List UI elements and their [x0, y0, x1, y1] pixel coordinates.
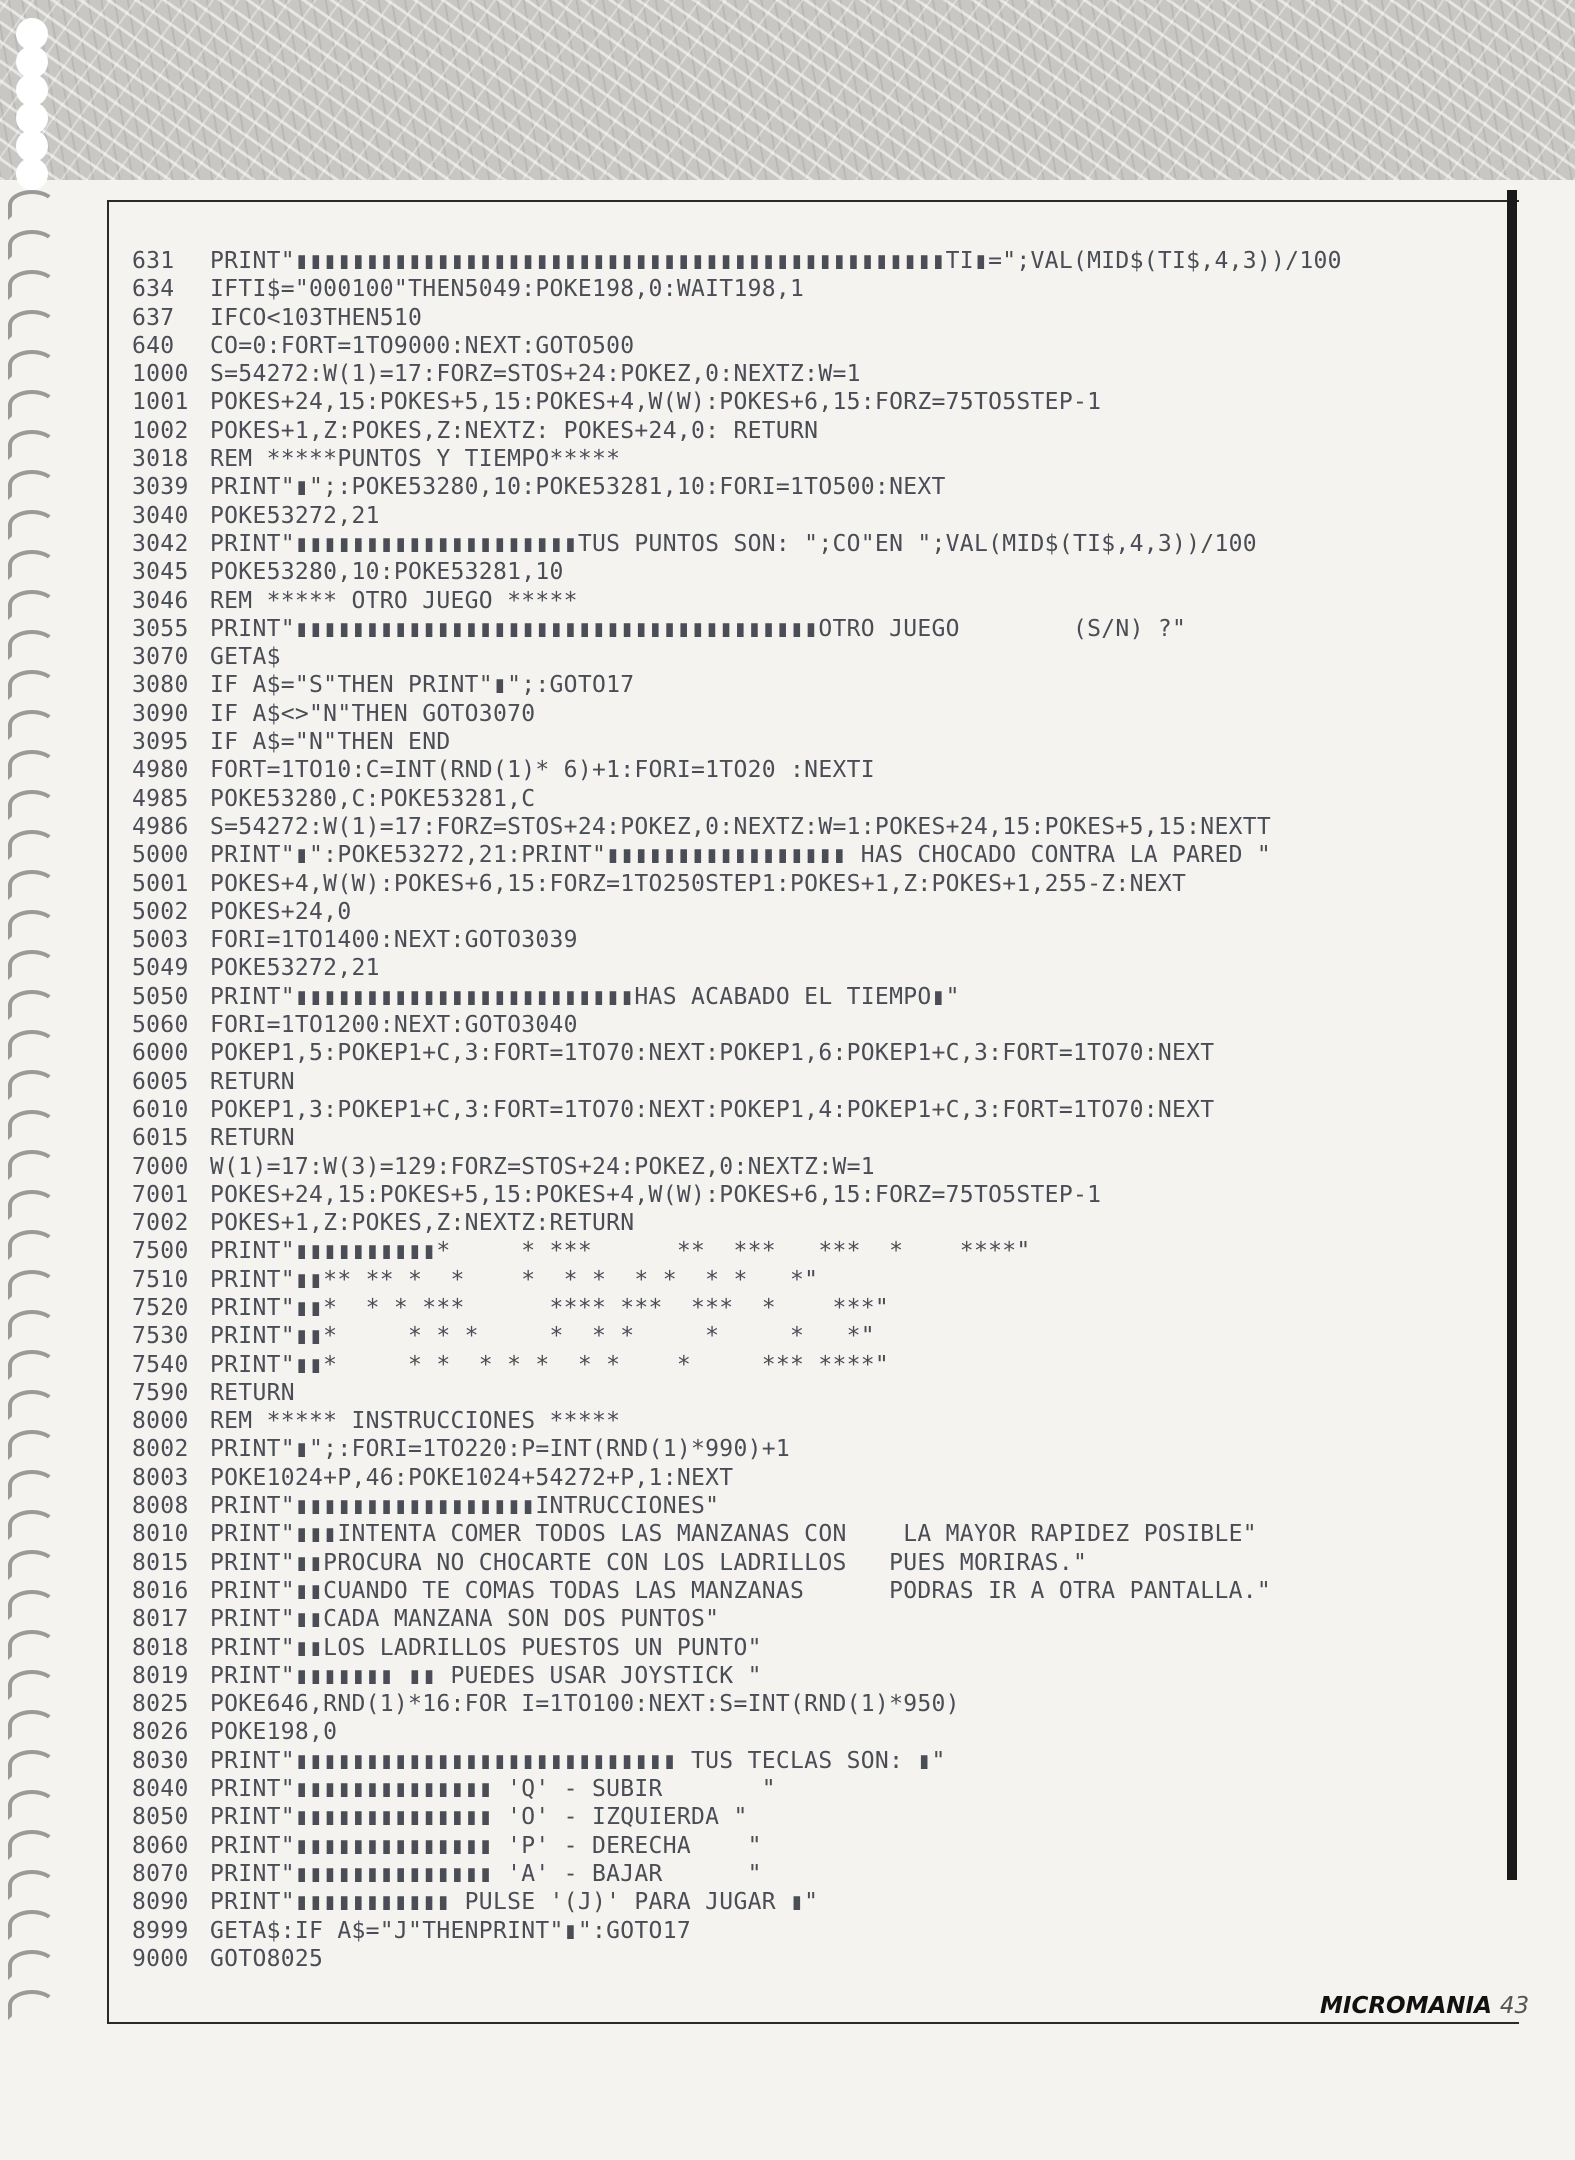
- spiral-ring: [8, 670, 56, 700]
- code-line: [132, 558, 1502, 586]
- line-number: 5003: [132, 927, 189, 954]
- line-number: 3040: [132, 502, 189, 529]
- code-line: [132, 360, 1502, 388]
- spiral-ring: [8, 1910, 56, 1940]
- line-code: PRINT"▮▮CUANDO TE COMAS TODAS LAS MANZANAS PODRAS IR A OTRA PANTALLA.": [210, 1577, 1272, 1604]
- magazine-brand: MICROMANIA: [1320, 1993, 1492, 2019]
- line-number: 3055: [132, 615, 189, 642]
- line-number: 3095: [132, 729, 189, 756]
- line-number: 3080: [132, 672, 189, 699]
- code-line: [132, 1577, 1502, 1605]
- code-line: [132, 1124, 1502, 1152]
- line-number: 6005: [132, 1068, 189, 1095]
- line-code: RETURN: [210, 1068, 295, 1095]
- line-code: PRINT"▮▮▮▮▮▮▮▮▮▮▮▮▮▮ 'O' - IZQUIERDA ": [210, 1804, 748, 1831]
- code-line: [132, 1266, 1502, 1294]
- line-code: PRINT"▮▮▮INTENTA COMER TODOS LAS MANZANAS CON LA MAYOR RAPIDEZ POSIBLE": [210, 1521, 1257, 1548]
- code-line: [132, 502, 1502, 530]
- line-code: PRINT"▮":POKE53272,21:PRINT"▮▮▮▮▮▮▮▮▮▮▮▮▮▮▮▮▮ HAS CHOCADO CONTRA LA PARED ": [210, 842, 1272, 869]
- line-number: 8015: [132, 1549, 189, 1576]
- line-code: GETA$:IF A$="J"THENPRINT"▮":GOTO17: [210, 1917, 692, 1944]
- line-number: 3070: [132, 644, 189, 671]
- code-line: [132, 1832, 1502, 1860]
- spiral-ring: [8, 1230, 56, 1260]
- line-code: PRINT"▮▮▮▮▮▮▮▮▮▮▮▮▮▮▮▮▮▮▮▮▮▮▮▮▮▮▮▮▮▮▮▮▮▮▮▮▮OTRO JUEGO (S/N) ?": [210, 615, 1187, 642]
- line-number: 8019: [132, 1662, 189, 1689]
- code-line: [132, 756, 1502, 784]
- line-number: 8010: [132, 1521, 189, 1548]
- code-line: [132, 275, 1502, 303]
- line-number: 1000: [132, 361, 189, 388]
- line-number: 7002: [132, 1210, 189, 1237]
- code-line: [132, 898, 1502, 926]
- code-line: [132, 530, 1502, 558]
- spiral-ring: [8, 1110, 56, 1140]
- line-code: RETURN: [210, 1125, 295, 1152]
- line-code: REM ***** OTRO JUEGO *****: [210, 587, 578, 614]
- line-code: PRINT"▮";:FORI=1TO220:P=INT(RND(1)*990)+1: [210, 1436, 791, 1463]
- code-line: [132, 1492, 1502, 1520]
- code-line: [132, 1803, 1502, 1831]
- line-number: 5002: [132, 898, 189, 925]
- line-number: 5049: [132, 955, 189, 982]
- spiral-ring: [8, 1310, 56, 1340]
- code-line: [132, 954, 1502, 982]
- line-number: 8003: [132, 1464, 189, 1491]
- code-line: [132, 1068, 1502, 1096]
- line-number: 5050: [132, 983, 189, 1010]
- line-code: POKEP1,5:POKEP1+C,3:FORT=1TO70:NEXT:POKEP1,6:POKEP1+C,3:FORT=1TO70:NEXT: [210, 1040, 1215, 1067]
- line-code: FORT=1TO10:C=INT(RND(1)* 6)+1:FORI=1TO20 :NEXTI: [210, 757, 875, 784]
- code-line: [132, 1407, 1502, 1435]
- line-code: PRINT"▮▮▮▮▮▮▮ ▮▮ PUEDES USAR JOYSTICK ": [210, 1662, 762, 1689]
- line-number: 6000: [132, 1040, 189, 1067]
- line-number: 7540: [132, 1351, 189, 1378]
- line-code: POKE53272,21: [210, 955, 380, 982]
- code-line: [132, 1888, 1502, 1916]
- code-line: [132, 1237, 1502, 1265]
- line-code: GOTO8025: [210, 1945, 324, 1972]
- line-code: POKE53280,C:POKE53281,C: [210, 785, 536, 812]
- line-number: 6015: [132, 1125, 189, 1152]
- spiral-ring: [8, 1550, 56, 1580]
- code-line: [132, 1520, 1502, 1548]
- line-code: POKES+24,0: [210, 898, 352, 925]
- code-line: [132, 1747, 1502, 1775]
- page-footer: [1320, 1993, 1529, 2019]
- line-code: PRINT"▮▮** ** * * * * * * * * * *": [210, 1266, 819, 1293]
- line-code: POKES+24,15:POKES+5,15:POKES+4,W(W):POKES+6,15:FORZ=75TO5STEP-1: [210, 389, 1102, 416]
- spiral-ring: [8, 910, 56, 940]
- spiral-ring: [8, 1510, 56, 1540]
- spiral-ring: [8, 630, 56, 660]
- line-code: POKEP1,3:POKEP1+C,3:FORT=1TO70:NEXT:POKEP1,4:POKEP1+C,3:FORT=1TO70:NEXT: [210, 1096, 1215, 1123]
- code-line: [132, 700, 1502, 728]
- code-line: [132, 473, 1502, 501]
- line-code: PRINT"▮▮▮▮▮▮▮▮▮▮▮▮▮▮▮▮▮▮▮▮▮▮▮▮▮▮▮ TUS TECLAS SON: ▮": [210, 1747, 946, 1774]
- code-line: [132, 671, 1502, 699]
- spiral-ring: [8, 590, 56, 620]
- line-number: 3046: [132, 587, 189, 614]
- code-line: [132, 1464, 1502, 1492]
- spiral-ring: [8, 1390, 56, 1420]
- line-code: W(1)=17:W(3)=129:FORZ=STOS+24:POKEZ,0:NEXTZ:W=1: [210, 1153, 875, 1180]
- code-line: [132, 1718, 1502, 1746]
- code-line: [132, 417, 1502, 445]
- line-code: POKE198,0: [210, 1719, 338, 1746]
- spiral-ring: [8, 310, 56, 340]
- code-line: [132, 1209, 1502, 1237]
- code-line: [132, 1351, 1502, 1379]
- basic-program-listing: [132, 247, 1502, 1973]
- line-code: POKES+1,Z:POKES,Z:NEXTZ:RETURN: [210, 1210, 635, 1237]
- spiral-ring: [8, 1990, 56, 2020]
- spiral-ring: [8, 1270, 56, 1300]
- spiral-ring: [8, 990, 56, 1020]
- line-code: POKE53280,10:POKE53281,10: [210, 559, 564, 586]
- line-code: PRINT"▮▮▮▮▮▮▮▮▮▮▮▮▮▮▮▮▮▮▮▮▮▮▮▮HAS ACABADO EL TIEMPO▮": [210, 983, 960, 1010]
- line-number: 634: [132, 276, 175, 303]
- line-code: POKE53272,21: [210, 502, 380, 529]
- line-code: PRINT"▮▮▮▮▮▮▮▮▮▮▮▮▮▮ 'A' - BAJAR ": [210, 1860, 762, 1887]
- spiral-ring: [8, 1870, 56, 1900]
- spiral-ring: [16, 158, 48, 190]
- line-code: IFTI$="000100"THEN5049:POKE198,0:WAIT198,1: [210, 276, 805, 303]
- spiral-ring: [8, 1830, 56, 1860]
- spiral-ring: [8, 270, 56, 300]
- spiral-ring: [8, 1670, 56, 1700]
- line-number: 7000: [132, 1153, 189, 1180]
- spiral-ring: [8, 510, 56, 540]
- spiral-ring: [8, 870, 56, 900]
- line-number: 9000: [132, 1945, 189, 1972]
- line-code: PRINT"▮▮* * * * * * * * * *** ****": [210, 1351, 890, 1378]
- line-number: 5001: [132, 870, 189, 897]
- code-line: [132, 1690, 1502, 1718]
- spiral-ring: [8, 1070, 56, 1100]
- line-number: 8999: [132, 1917, 189, 1944]
- line-number: 637: [132, 304, 175, 331]
- line-number: 631: [132, 248, 175, 274]
- code-line: [132, 1153, 1502, 1181]
- code-line: [132, 615, 1502, 643]
- line-code: PRINT"▮▮LOS LADRILLOS PUESTOS UN PUNTO": [210, 1634, 762, 1661]
- line-number: 8002: [132, 1436, 189, 1463]
- line-number: 8016: [132, 1577, 189, 1604]
- spiral-ring: [8, 390, 56, 420]
- line-code: PRINT"▮▮▮▮▮▮▮▮▮▮▮▮▮▮▮▮▮▮▮▮TUS PUNTOS SON: ";CO"EN ";VAL(MID$(TI$,4,3))/100: [210, 530, 1257, 557]
- line-code: PRINT"▮▮▮▮▮▮▮▮▮▮▮ PULSE '(J)' PARA JUGAR ▮": [210, 1889, 819, 1916]
- spiral-ring: [8, 550, 56, 580]
- line-code: FORI=1TO1400:NEXT:GOTO3039: [210, 927, 578, 954]
- decorative-header-band: [0, 0, 1575, 180]
- frame-right-bar: [1507, 190, 1517, 1880]
- line-code: PRINT"▮▮* * * * * * * * * *": [210, 1323, 875, 1350]
- line-code: REM ***** INSTRUCCIONES *****: [210, 1408, 621, 1435]
- spiral-ring: [8, 190, 56, 220]
- line-number: 3090: [132, 700, 189, 727]
- spiral-ring: [8, 1190, 56, 1220]
- code-line: [132, 388, 1502, 416]
- line-number: 3018: [132, 446, 189, 473]
- code-line: [132, 1634, 1502, 1662]
- code-line: [132, 445, 1502, 473]
- code-line: [132, 813, 1502, 841]
- code-line: [132, 926, 1502, 954]
- spiral-ring: [8, 1710, 56, 1740]
- code-line: [132, 587, 1502, 615]
- line-code: PRINT"▮▮▮▮▮▮▮▮▮▮▮▮▮▮▮▮▮▮▮▮▮▮▮▮▮▮▮▮▮▮▮▮▮▮▮▮▮▮▮▮▮▮▮▮▮▮TI▮=";VAL(MID$(TI$,4,3))/100: [210, 248, 1342, 274]
- line-code: PRINT"▮▮▮▮▮▮▮▮▮▮▮▮▮▮▮▮▮INTRUCCIONES": [210, 1493, 720, 1520]
- line-number: 1002: [132, 417, 189, 444]
- spiral-ring: [8, 830, 56, 860]
- code-line: [132, 1605, 1502, 1633]
- line-code: POKE1024+P,46:POKE1024+54272+P,1:NEXT: [210, 1464, 734, 1491]
- line-code: IF A$<>"N"THEN GOTO3070: [210, 700, 536, 727]
- line-number: 8000: [132, 1408, 189, 1435]
- code-line: [132, 728, 1502, 756]
- spiral-ring: [8, 710, 56, 740]
- spiral-ring: [8, 790, 56, 820]
- line-number: 8040: [132, 1776, 189, 1803]
- line-number: 7530: [132, 1323, 189, 1350]
- line-code: POKES+4,W(W):POKES+6,15:FORZ=1TO250STEP1:POKES+1,Z:POKES+1,255-Z:NEXT: [210, 870, 1187, 897]
- code-line: [132, 1039, 1502, 1067]
- line-number: 4986: [132, 813, 189, 840]
- line-code: IFCO<103THEN510: [210, 304, 423, 331]
- line-number: 8008: [132, 1493, 189, 1520]
- code-line: [132, 1945, 1502, 1973]
- code-line: [132, 332, 1502, 360]
- line-code: PRINT"▮";:POKE53280,10:POKE53281,10:FORI=1TO500:NEXT: [210, 474, 946, 501]
- line-code: PRINT"▮▮▮▮▮▮▮▮▮▮▮▮▮▮ 'Q' - SUBIR ": [210, 1776, 776, 1803]
- line-code: PRINT"▮▮* * * *** **** *** *** * ***": [210, 1294, 890, 1321]
- line-number: 5000: [132, 842, 189, 869]
- code-line: [132, 1435, 1502, 1463]
- line-number: 640: [132, 332, 175, 359]
- spiral-ring: [8, 1590, 56, 1620]
- line-number: 4985: [132, 785, 189, 812]
- code-line: [132, 1181, 1502, 1209]
- code-line: [132, 1011, 1502, 1039]
- spiral-ring: [8, 750, 56, 780]
- line-number: 8070: [132, 1860, 189, 1887]
- line-number: 1001: [132, 389, 189, 416]
- spiral-ring: [8, 1470, 56, 1500]
- line-code: GETA$: [210, 644, 281, 671]
- line-number: 8030: [132, 1747, 189, 1774]
- spiral-ring: [8, 950, 56, 980]
- code-line: [132, 304, 1502, 332]
- line-number: 8025: [132, 1691, 189, 1718]
- line-number: 7590: [132, 1379, 189, 1406]
- code-line: [132, 841, 1502, 869]
- line-code: RETURN: [210, 1379, 295, 1406]
- line-number: 8018: [132, 1634, 189, 1661]
- line-code: POKES+1,Z:POKES,Z:NEXTZ: POKES+24,0: RETURN: [210, 417, 819, 444]
- code-line: [132, 1379, 1502, 1407]
- spiral-ring: [8, 430, 56, 460]
- line-number: 8060: [132, 1832, 189, 1859]
- line-number: 6010: [132, 1096, 189, 1123]
- line-code: POKE646,RND(1)*16:FOR I=1TO100:NEXT:S=INT(RND(1)*950): [210, 1691, 960, 1718]
- line-code: CO=0:FORT=1TO9000:NEXT:GOTO500: [210, 332, 635, 359]
- line-code: PRINT"▮▮CADA MANZANA SON DOS PUNTOS": [210, 1606, 720, 1633]
- line-number: 7520: [132, 1294, 189, 1321]
- line-number: 3039: [132, 474, 189, 501]
- line-number: 8050: [132, 1804, 189, 1831]
- spiral-ring: [8, 350, 56, 380]
- line-code: IF A$="N"THEN END: [210, 729, 451, 756]
- line-number: 7001: [132, 1181, 189, 1208]
- line-number: 4980: [132, 757, 189, 784]
- line-code: IF A$="S"THEN PRINT"▮";:GOTO17: [210, 672, 635, 699]
- code-line: [132, 1549, 1502, 1577]
- line-number: 7510: [132, 1266, 189, 1293]
- spiral-ring: [8, 1750, 56, 1780]
- line-code: POKES+24,15:POKES+5,15:POKES+4,W(W):POKES+6,15:FORZ=75TO5STEP-1: [210, 1181, 1102, 1208]
- line-code: PRINT"▮▮PROCURA NO CHOCARTE CON LOS LADRILLOS PUES MORIRAS.": [210, 1549, 1088, 1576]
- line-code: S=54272:W(1)=17:FORZ=STOS+24:POKEZ,0:NEXTZ:W=1:POKES+24,15:POKES+5,15:NEXTT: [210, 813, 1272, 840]
- spiral-binding: [0, 0, 70, 2160]
- line-number: 3042: [132, 530, 189, 557]
- spiral-ring: [8, 1790, 56, 1820]
- spiral-ring: [8, 1150, 56, 1180]
- spiral-ring: [8, 1950, 56, 1980]
- line-code: REM *****PUNTOS Y TIEMPO*****: [210, 446, 621, 473]
- code-line: [132, 1294, 1502, 1322]
- code-line: [132, 785, 1502, 813]
- line-number: 3045: [132, 559, 189, 586]
- code-line: [132, 1322, 1502, 1350]
- code-line: [132, 1096, 1502, 1124]
- spiral-ring: [8, 1030, 56, 1060]
- line-number: 8090: [132, 1889, 189, 1916]
- line-number: 8017: [132, 1606, 189, 1633]
- spiral-ring: [8, 1430, 56, 1460]
- code-line: [132, 643, 1502, 671]
- code-line: [132, 1662, 1502, 1690]
- page-number: 43: [1499, 1993, 1530, 2019]
- spiral-ring: [8, 1630, 56, 1660]
- spiral-ring: [8, 230, 56, 260]
- spiral-ring: [8, 470, 56, 500]
- code-line: [132, 247, 1502, 275]
- code-line: [132, 1860, 1502, 1888]
- line-code: PRINT"▮▮▮▮▮▮▮▮▮▮* * *** ** *** *** * ****": [210, 1238, 1031, 1265]
- line-number: 8026: [132, 1719, 189, 1746]
- code-line: [132, 870, 1502, 898]
- line-code: PRINT"▮▮▮▮▮▮▮▮▮▮▮▮▮▮ 'P' - DERECHA ": [210, 1832, 762, 1859]
- spiral-ring: [8, 1350, 56, 1380]
- code-line: [132, 1917, 1502, 1945]
- line-code: S=54272:W(1)=17:FORZ=STOS+24:POKEZ,0:NEXTZ:W=1: [210, 361, 861, 388]
- line-code: FORI=1TO1200:NEXT:GOTO3040: [210, 1012, 578, 1039]
- code-line: [132, 983, 1502, 1011]
- line-number: 7500: [132, 1238, 189, 1265]
- code-line: [132, 1775, 1502, 1803]
- line-number: 5060: [132, 1012, 189, 1039]
